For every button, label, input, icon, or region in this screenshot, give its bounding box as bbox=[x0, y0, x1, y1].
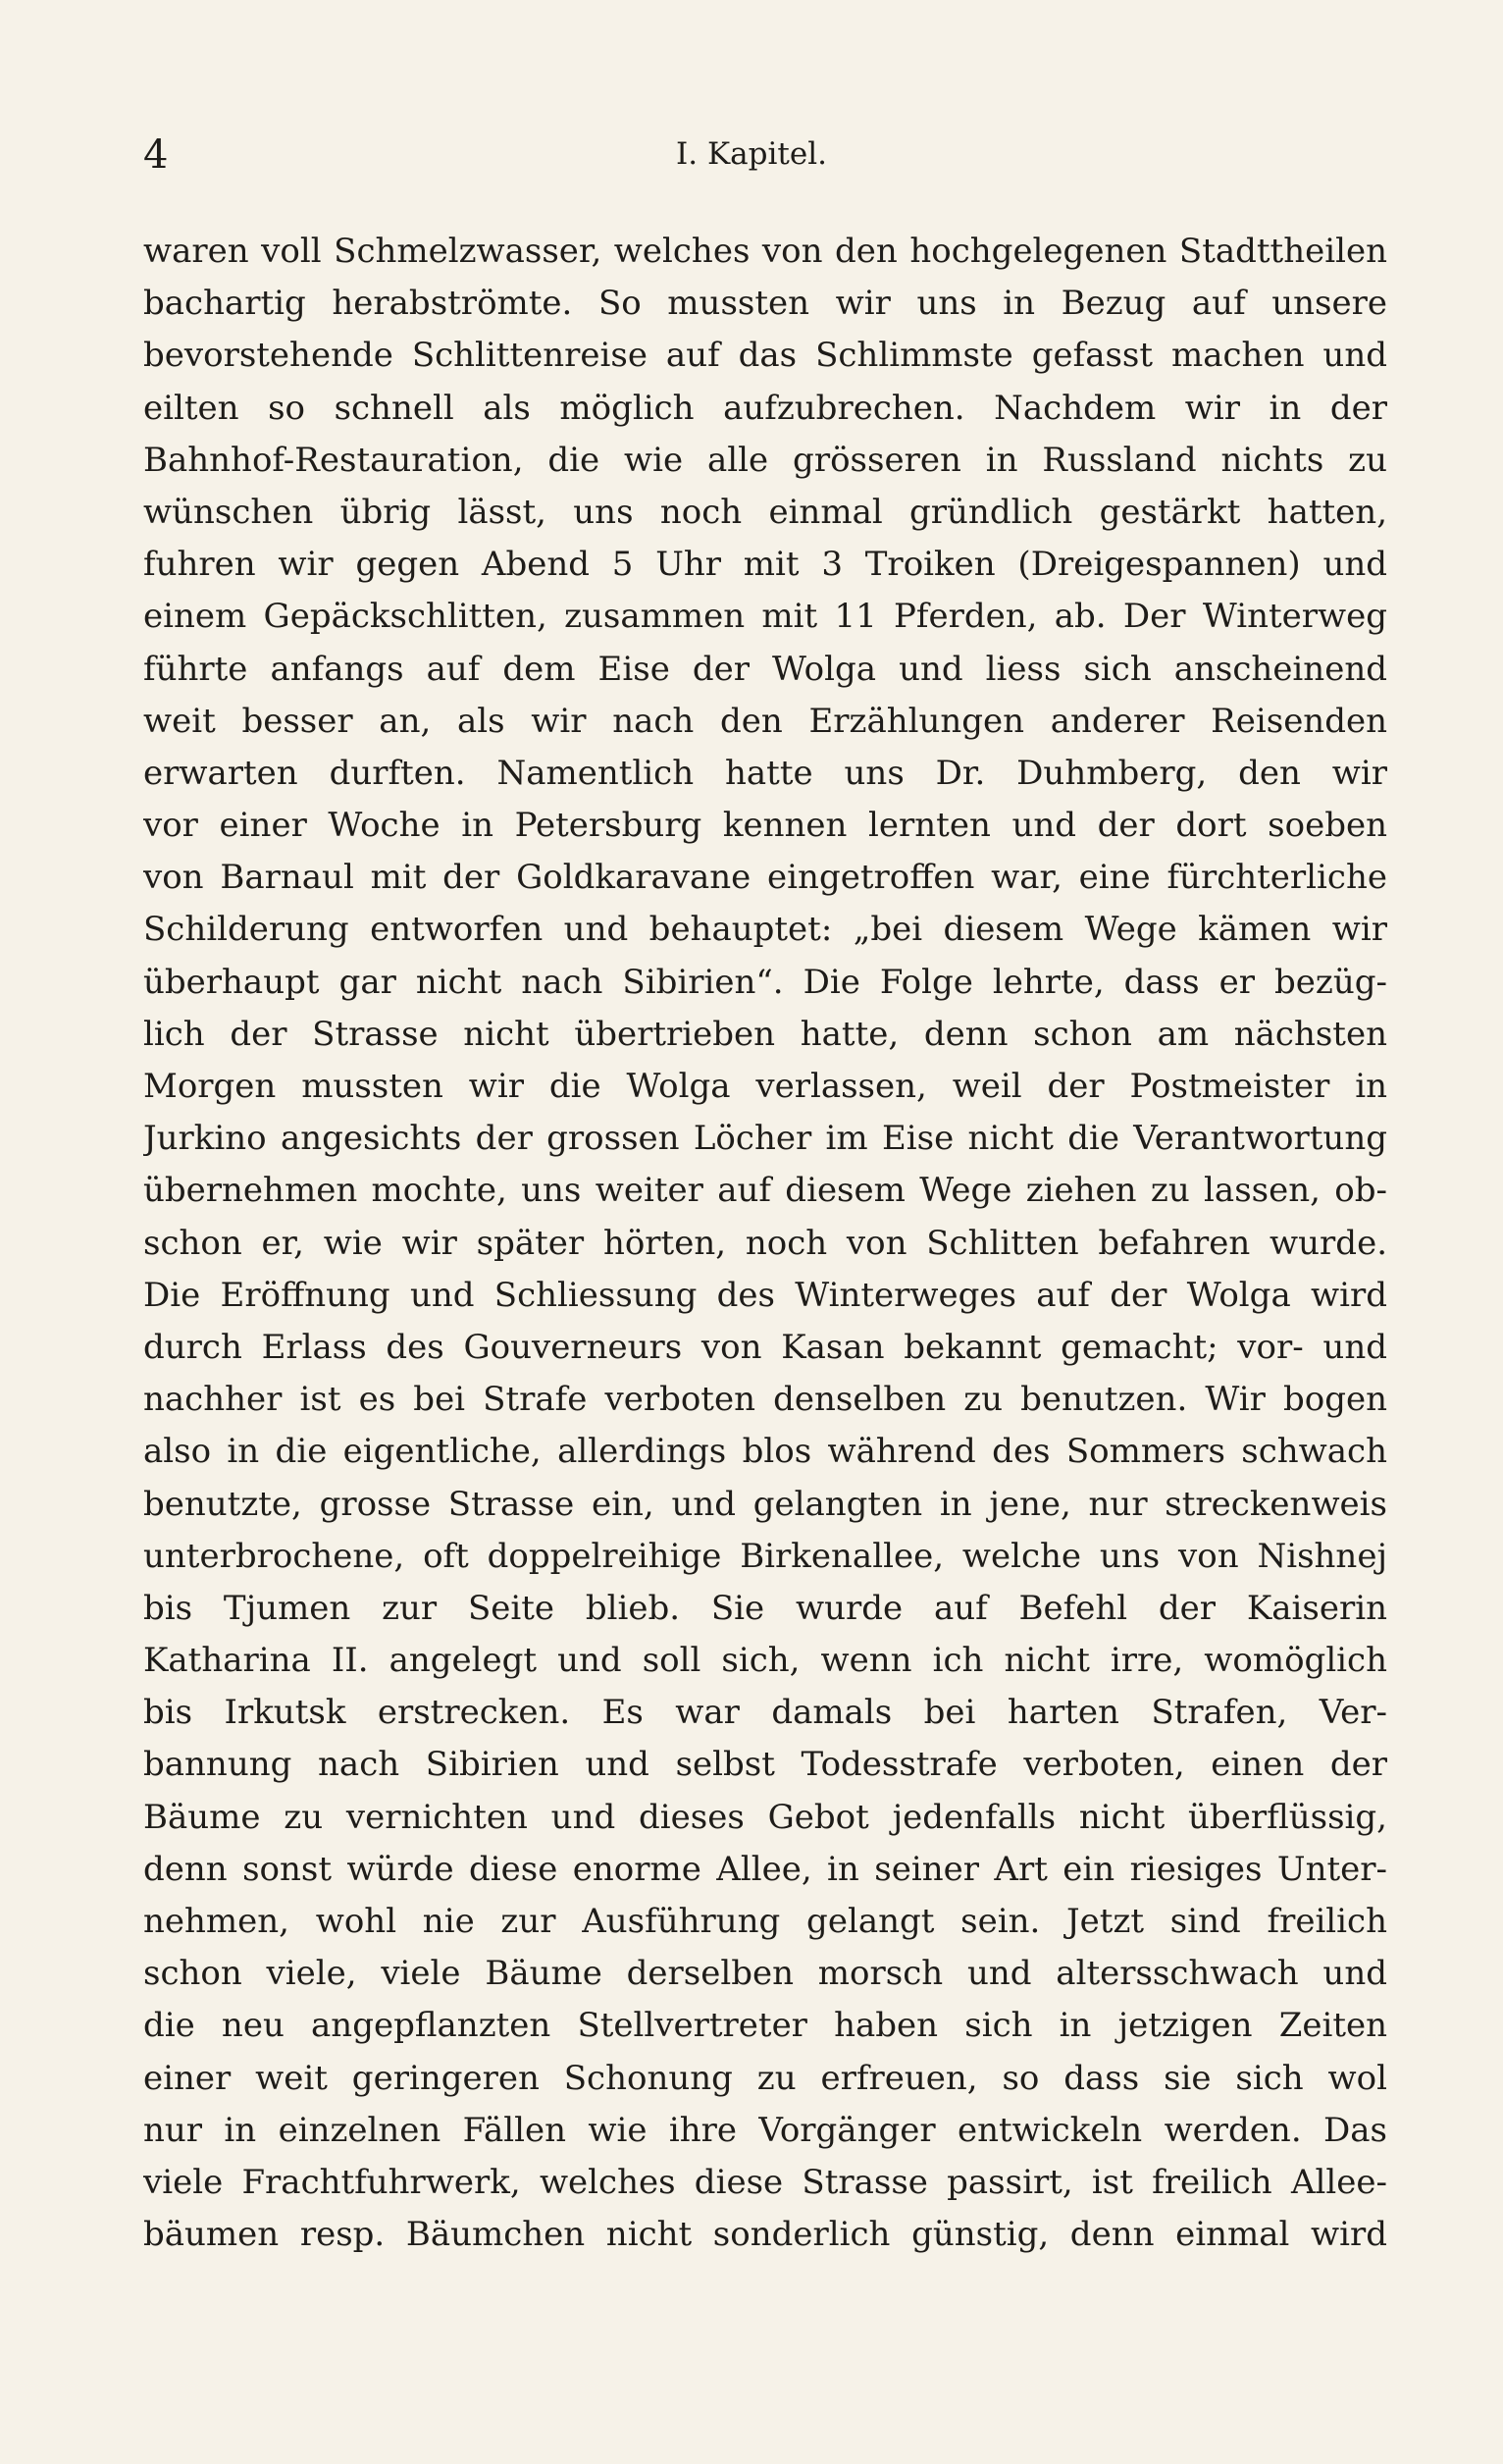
text-line: die neu angepflanzten Stellvertreter haben sich in jetzigen Zeiten bbox=[143, 2006, 1387, 2046]
text-line: Bahnhof-Restauration, die wie alle grösseren in Russland nichts zu bbox=[143, 440, 1387, 480]
text-line: bis Irkutsk erstrecken. Es war damals bei harten Strafen, Ver- bbox=[143, 1693, 1387, 1733]
text-line: Bäume zu vernichten und dieses Gebot jedenfalls nicht überflüssig, bbox=[143, 1797, 1387, 1837]
running-head: I. Kapitel. bbox=[676, 136, 827, 172]
text-line: unterbrochene, oft doppelreihige Birkenallee, welche uns von Nishnej bbox=[143, 1536, 1387, 1576]
text-line: eilten so schnell als möglich aufzubrechen. Nachdem wir in der bbox=[143, 388, 1387, 428]
text-line: nehmen, wohl nie zur Ausführung gelangt sein. Jetzt sind freilich bbox=[143, 1902, 1387, 1941]
text-line: lich der Strasse nicht übertrieben hatte, denn schon am nächsten bbox=[143, 1014, 1387, 1054]
text-line: wünschen übrig lässt, uns noch einmal gründlich gestärkt hatten, bbox=[143, 492, 1387, 532]
text-line: weit besser an, als wir nach den Erzählungen anderer Reisenden bbox=[143, 701, 1387, 741]
text-line: schon viele, viele Bäume derselben morsch und altersschwach und bbox=[143, 1954, 1387, 1994]
text-line: einem Gepäckschlitten, zusammen mit 11 Pferden, ab. Der Winterweg bbox=[143, 597, 1387, 637]
text-line: bäumen resp. Bäumchen nicht sonderlich günstig, denn einmal wird bbox=[143, 2215, 1387, 2255]
text-line: überhaupt gar nicht nach Sibirien“. Die Folge lehrte, dass er bezüg- bbox=[143, 962, 1387, 1002]
text-line: von Barnaul mit der Goldkaravane eingetroffen war, eine fürchterliche bbox=[143, 858, 1387, 898]
text-line: Katharina II. angelegt und soll sich, wenn ich nicht irre, womöglich bbox=[143, 1641, 1387, 1681]
text-line: benutzte, grosse Strasse ein, und gelangten in jene, nur streckenweis bbox=[143, 1484, 1387, 1524]
text-line: bis Tjumen zur Seite blieb. Sie wurde auf Befehl der Kaiserin bbox=[143, 1588, 1387, 1628]
text-line: schon er, wie wir später hörten, noch von Schlitten befahren wurde. bbox=[143, 1223, 1387, 1263]
text-line: durch Erlass des Gouverneurs von Kasan bekannt gemacht; vor- und bbox=[143, 1327, 1387, 1367]
page-number: 4 bbox=[143, 132, 169, 178]
text-line: also in die eigentliche, allerdings blos während des Sommers schwach bbox=[143, 1432, 1387, 1472]
text-line: fuhren wir gegen Abend 5 Uhr mit 3 Troiken (Dreigespannen) und bbox=[143, 545, 1387, 585]
text-line: einer weit geringeren Schonung zu erfreuen, so dass sie sich wol bbox=[143, 2058, 1387, 2098]
text-line: bachartig herabströmte. So mussten wir uns in Bezug auf unsere bbox=[143, 284, 1387, 324]
body-text bbox=[143, 226, 1387, 2261]
text-line: führte anfangs auf dem Eise der Wolga und liess sich anscheinend bbox=[143, 649, 1387, 689]
text-line: übernehmen mochte, uns weiter auf diesem Wege ziehen zu lassen, ob- bbox=[143, 1171, 1387, 1211]
text-line: Schilderung entworfen und behauptet: „bei diesem Wege kämen wir bbox=[143, 910, 1387, 950]
text-line: nur in einzelnen Fällen wie ihre Vorgänger entwickeln werden. Das bbox=[143, 2110, 1387, 2150]
text-line: vor einer Woche in Petersburg kennen lernten und der dort soeben bbox=[143, 806, 1387, 846]
text-line: bevorstehende Schlittenreise auf das Schlimmste gefasst machen und bbox=[143, 336, 1387, 376]
text-line: Jurkino angesichts der grossen Löcher im Eise nicht die Verantwortung bbox=[143, 1119, 1387, 1159]
text-line: bannung nach Sibirien und selbst Todesstrafe verboten, einen der bbox=[143, 1745, 1387, 1785]
text-line: waren voll Schmelzwasser, welches von den hochgelegenen Stadttheilen bbox=[143, 232, 1387, 271]
text-line: erwarten durften. Namentlich hatte uns Dr. Duhmberg, den wir bbox=[143, 753, 1387, 793]
text-line: Die Eröffnung und Schliessung des Winterweges auf der Wolga wird bbox=[143, 1275, 1387, 1315]
text-line: Morgen mussten wir die Wolga verlassen, weil der Postmeister in bbox=[143, 1067, 1387, 1106]
text-line: viele Frachtfuhrwerk, welches diese Strasse passirt, ist freilich Allee- bbox=[143, 2162, 1387, 2202]
text-line: denn sonst würde diese enorme Allee, in seiner Art ein riesiges Unter- bbox=[143, 1849, 1387, 1889]
text-line: nachher ist es bei Strafe verboten denselben zu benutzen. Wir bogen bbox=[143, 1380, 1387, 1420]
